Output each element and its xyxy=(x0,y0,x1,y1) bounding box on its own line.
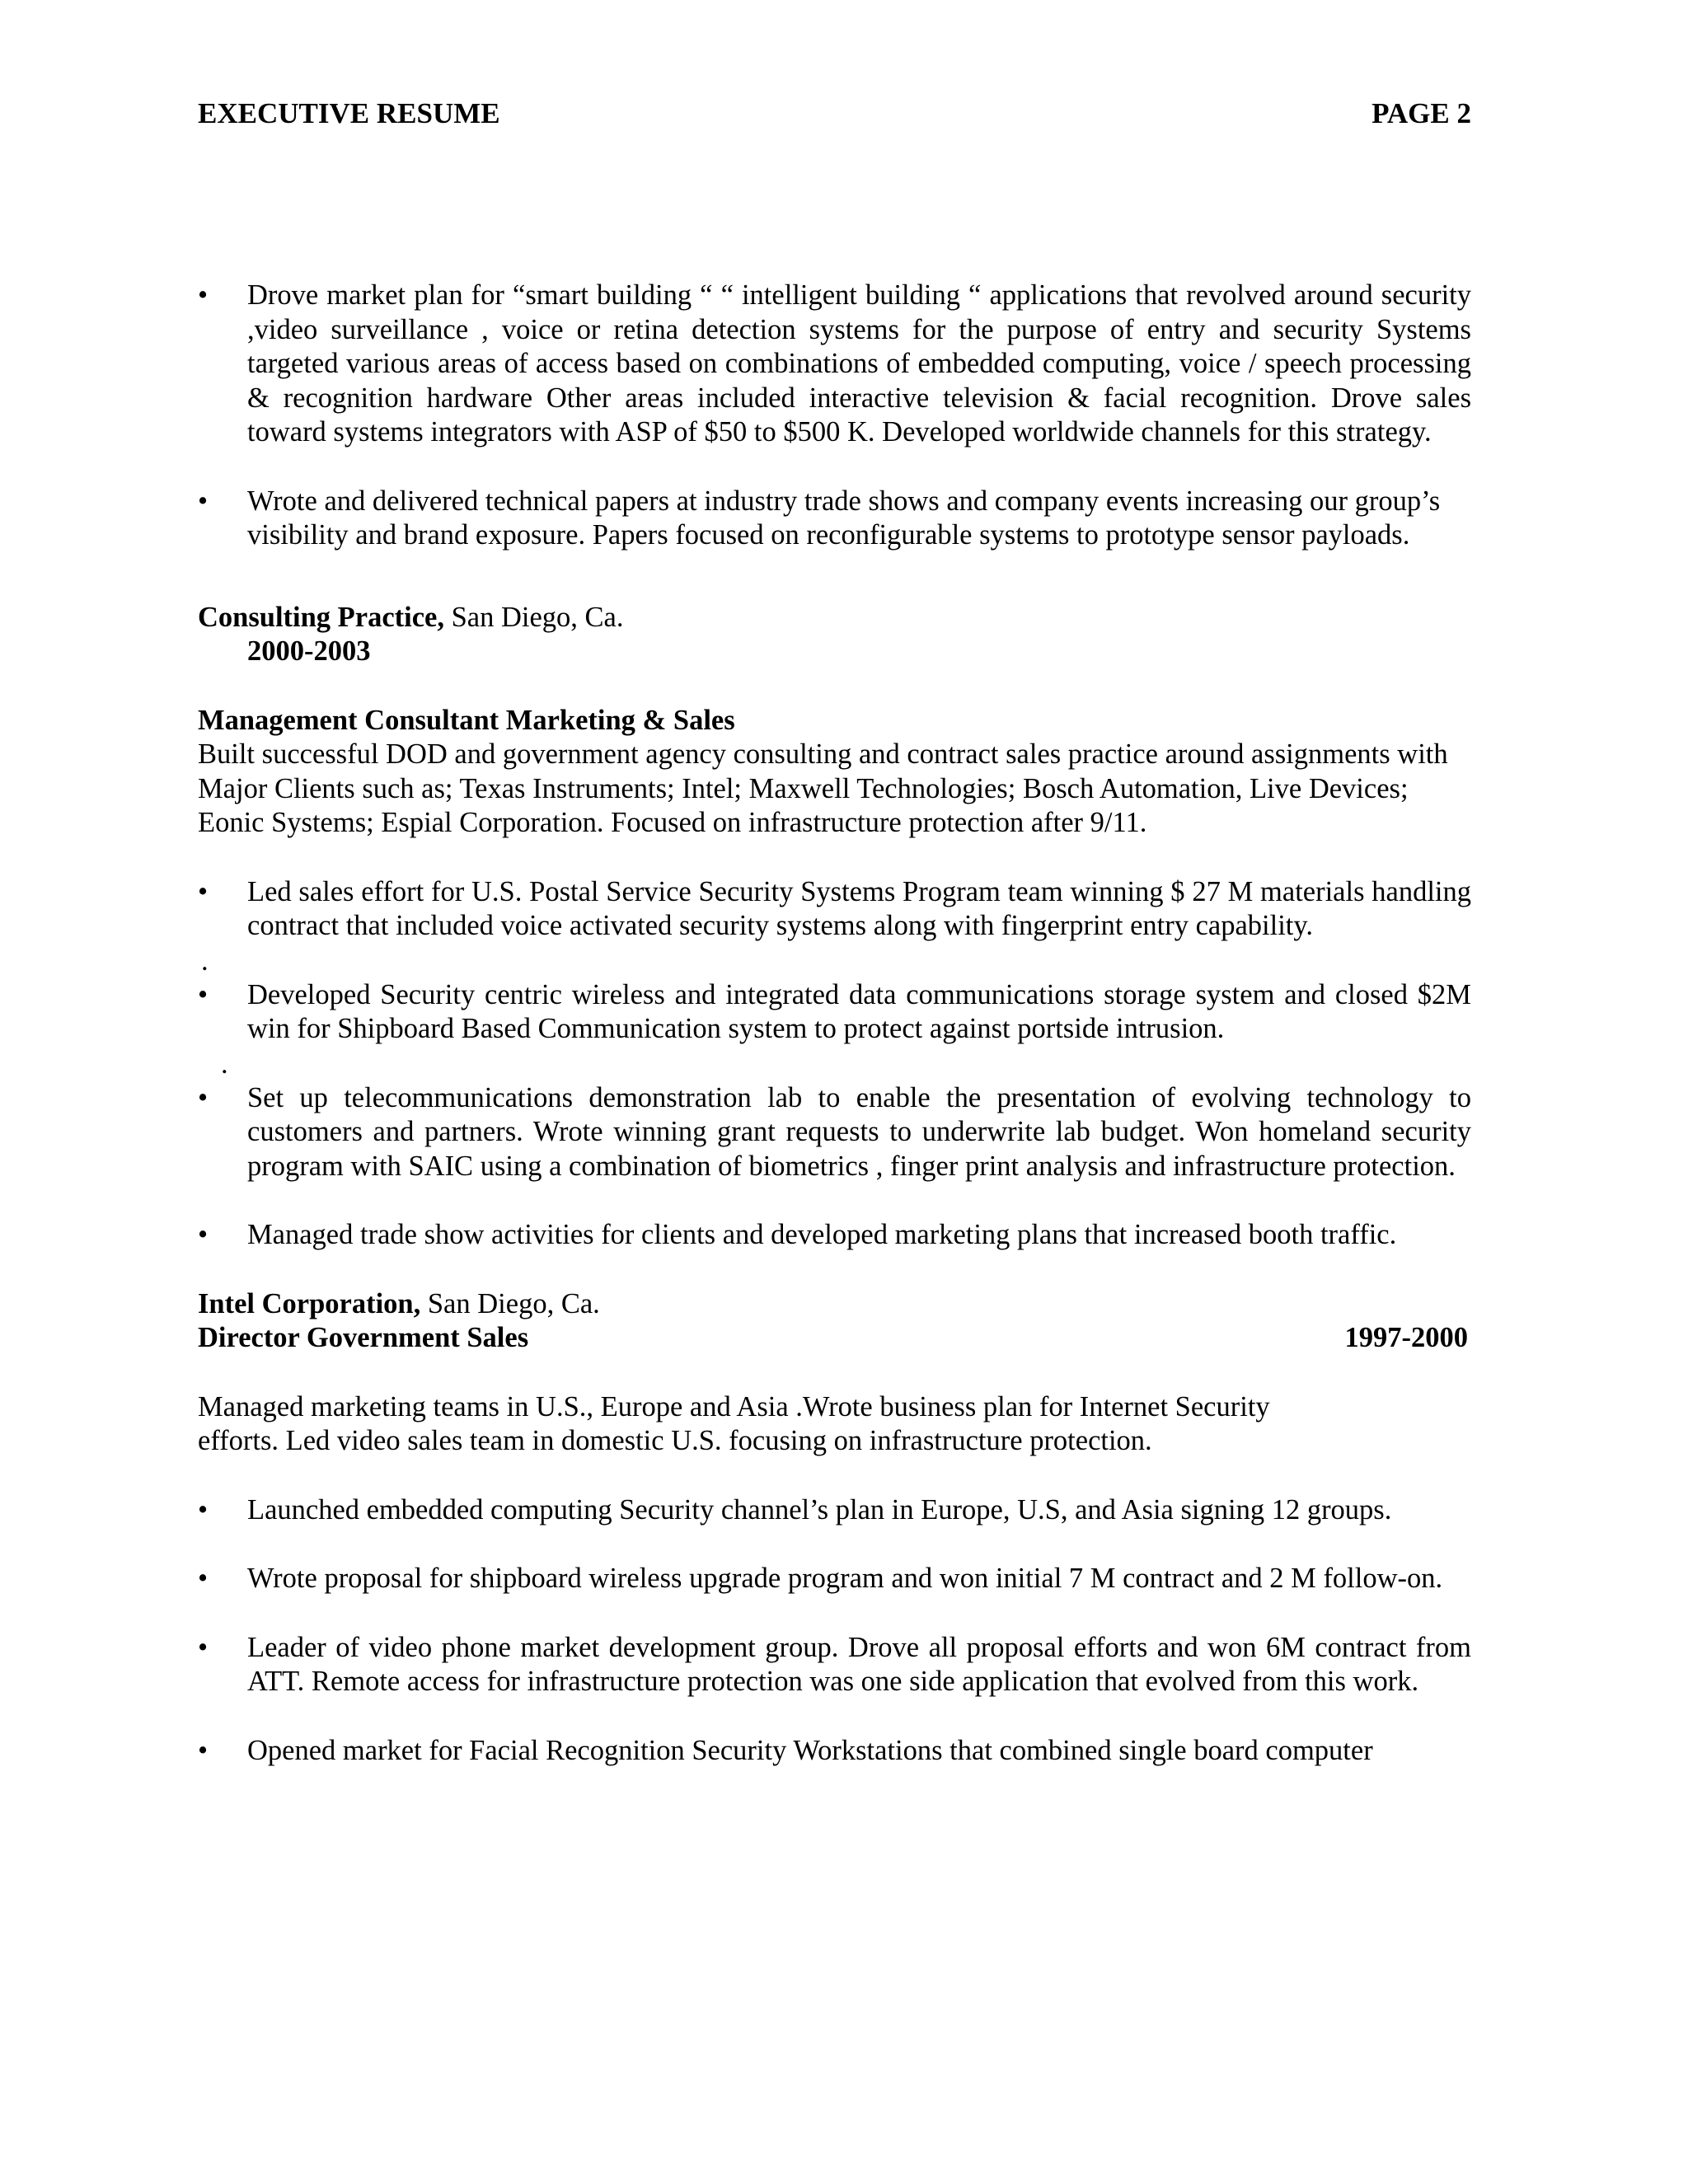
bullet-text: Developed Security centric wireless and integrated data communications storage system and closed $2M win for Shipboard Based Communication system to protect against portside intrusion. xyxy=(247,978,1471,1044)
bullet-icon: • xyxy=(198,1563,209,1594)
list-item xyxy=(198,978,1471,1047)
job-summary: Built successful DOD and government agency consulting and contract sales practice around assignments with Major Clients such as; Texas Instruments; Intel; Maxwell Technologies; Bosch Automation, Live Devices; Eonic Systems; Espial Corporation. Focused on infrastructure protection after 9/11. xyxy=(198,738,1448,838)
bullet-text: Led sales effort for U.S. Postal Service Security Systems Program team winning $ 27 M materials handling contract that included voice activated security systems along with fingerprint entry capability. xyxy=(247,875,1471,941)
job-years: 1997-2000 xyxy=(1344,1322,1468,1353)
bullet-text: Wrote and delivered technical papers at industry trade shows and company events increasing our group’s xyxy=(247,485,1441,517)
list-item xyxy=(198,1734,1471,1769)
job-summary-line: efforts. Led video sales team in domestic U.S. focusing on infrastructure protection. xyxy=(198,1425,1152,1456)
job-years: 2000-2003 xyxy=(247,635,371,667)
page-header xyxy=(198,97,1471,138)
bullet-text-continued: visibility and brand exposure. Papers focused on reconfigurable systems to prototype sensor payloads. xyxy=(247,519,1410,551)
job-header-intel xyxy=(198,1287,1471,1322)
job-title: Director Government Sales xyxy=(198,1322,529,1353)
bullet-text: Opened market for Facial Recognition Security Workstations that combined single board computer xyxy=(247,1734,1373,1766)
company-location: San Diego, Ca. xyxy=(420,1287,600,1319)
bullet-text: Leader of video phone market development group. Drove all proposal efforts and won 6M contract from ATT. Remote access for infrastructure protection was one side application that evolved from this work. xyxy=(247,1631,1471,1697)
bullet-text: Wrote proposal for shipboard wireless upgrade program and won initial 7 M contract and 2 M follow-on. xyxy=(247,1563,1443,1594)
bullet-text: Managed trade show activities for clients and developed marketing plans that increased booth traffic. xyxy=(247,1219,1397,1250)
page-number: PAGE 2 xyxy=(1372,97,1471,129)
bullet-text: Set up telecommunications demonstration lab to enable the presentation of evolving technology to customers and partners. Wrote winning grant requests to underwrite lab budget. Won homeland security program with SAIC using a combination of biometrics , finger print analysis and infrastructure protection. xyxy=(247,1081,1471,1182)
bullet-icon: • xyxy=(198,1493,209,1526)
list-item xyxy=(198,485,1471,553)
bullet-icon: • xyxy=(198,978,209,1010)
list-item xyxy=(198,279,1471,450)
bullet-icon: • xyxy=(198,875,209,907)
bullet-text: Launched embedded computing Security channel’s plan in Europe, U.S, and Asia signing 12 groups. xyxy=(247,1493,1392,1526)
stray-mark: . xyxy=(201,944,209,977)
list-item xyxy=(198,1081,1471,1184)
bullet-text: Drove market plan for “smart building “ “ intelligent building “ applications that revolved around security ,video surveillance , voice or retina detection systems for the purpose of entry and security Systems targeted various areas of access based on combinations of embedded computing, voice / speech processing & recognition hardware Other areas included interactive television & facial recognition. Drove sales toward systems integrators with ASP of $50 to $500 K. Developed worldwide channels for this strategy. xyxy=(247,279,1471,448)
job-summary-line: Managed marketing teams in U.S., Europe and Asia .Wrote business plan for Internet Security xyxy=(198,1390,1270,1422)
list-item xyxy=(198,1218,1471,1253)
job-title: Management Consultant Marketing & Sales xyxy=(198,704,735,736)
list-item xyxy=(198,875,1471,944)
company-name: Intel Corporation, xyxy=(198,1287,421,1319)
bullet-icon: • xyxy=(198,485,209,517)
header-title: EXECUTIVE RESUME xyxy=(198,97,500,129)
company-name: Consulting Practice, xyxy=(198,601,444,633)
stray-mark: . xyxy=(221,1047,228,1080)
bullet-icon: • xyxy=(198,1631,209,1663)
job-title-row xyxy=(198,1321,1471,1356)
bullet-icon: • xyxy=(198,279,209,311)
company-location: San Diego, Ca. xyxy=(443,601,624,633)
list-item xyxy=(198,1493,1471,1528)
bullet-icon: • xyxy=(198,1081,209,1113)
bullet-icon: • xyxy=(198,1734,209,1766)
job-header-consulting xyxy=(198,601,1471,635)
list-item xyxy=(198,1631,1471,1699)
list-item xyxy=(198,1562,1471,1596)
resume-body xyxy=(198,279,1471,1768)
bullet-icon: • xyxy=(198,1219,209,1250)
